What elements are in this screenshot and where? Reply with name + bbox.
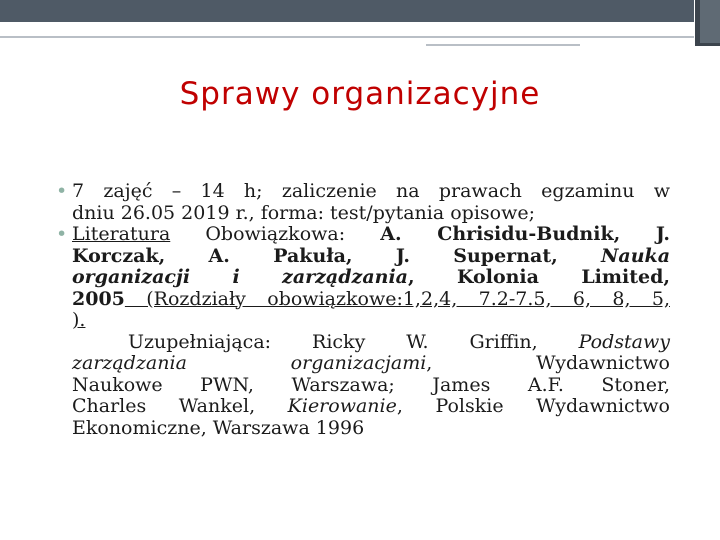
literature-line-3 bbox=[72, 267, 670, 289]
supp-book-title: Kierowanie bbox=[287, 395, 397, 417]
decoration-line-upper bbox=[0, 36, 694, 38]
supp-publisher-2: , Polskie Wydawnictwo bbox=[396, 395, 670, 417]
obligatory-authors-1: A. Chrisidu-Budnik, J. bbox=[380, 223, 670, 245]
bullet-marker: • bbox=[56, 180, 68, 202]
supp-title-part-2: zarządzania organizacjami bbox=[72, 352, 427, 374]
literature-line-4 bbox=[72, 289, 670, 311]
literature-line-7 bbox=[72, 353, 670, 375]
supp-title-part-1: Podstawy bbox=[578, 330, 670, 353]
chapters-list: (Rozdziały obowiązkowe:1,2,4, 7.2-7.5, 6, 8, 5, bbox=[124, 287, 670, 310]
supp-authors: Charles Wankel, bbox=[72, 395, 288, 417]
corner-decoration-light bbox=[700, 0, 720, 43]
publisher: , Kolonia Limited, bbox=[407, 266, 670, 288]
slide-body bbox=[56, 181, 670, 439]
literature-line-8: Naukowe PWN, Warszawa; James A.F. Stoner, bbox=[72, 373, 670, 396]
literature-line-5 bbox=[72, 310, 670, 332]
top-decoration-bar bbox=[0, 0, 694, 22]
bullet-item-literature bbox=[56, 224, 670, 439]
chapters-end: ). bbox=[72, 309, 86, 331]
obligatory-label: Obowiązkowa: bbox=[170, 223, 381, 245]
slide-title: Sprawy organizacyjne bbox=[179, 76, 541, 112]
literature-line-2 bbox=[72, 246, 670, 268]
schedule-line-2: dniu 26.05 2019 r., forma: test/pytania opisowe; bbox=[72, 201, 536, 224]
decoration-line-lower bbox=[426, 44, 580, 46]
book-title-part-1: Nauka bbox=[601, 244, 670, 267]
publication-year: 2005 bbox=[72, 287, 125, 310]
literature-line-6 bbox=[72, 332, 670, 354]
schedule-line-1: 7 zajęć – 14 h; zaliczenie na prawach egzaminu w bbox=[72, 180, 670, 202]
literature-label: Literatura bbox=[72, 223, 171, 245]
literature-line-9 bbox=[72, 396, 670, 418]
obligatory-authors-2: Korczak, A. Pakuła, J. Supernat, bbox=[72, 244, 602, 267]
bullet-marker: • bbox=[56, 223, 68, 245]
literature-line-1 bbox=[72, 224, 670, 246]
supp-publisher: , Wydawnictwo bbox=[426, 352, 670, 374]
supplementary-label: Uzupełniająca: Ricky W. Griffin, bbox=[128, 330, 579, 353]
literature-line-10: Ekonomiczne, Warszawa 1996 bbox=[72, 416, 365, 439]
bullet-item-schedule bbox=[56, 181, 670, 224]
book-title-part-2: organizacji i zarządzania bbox=[72, 266, 408, 288]
